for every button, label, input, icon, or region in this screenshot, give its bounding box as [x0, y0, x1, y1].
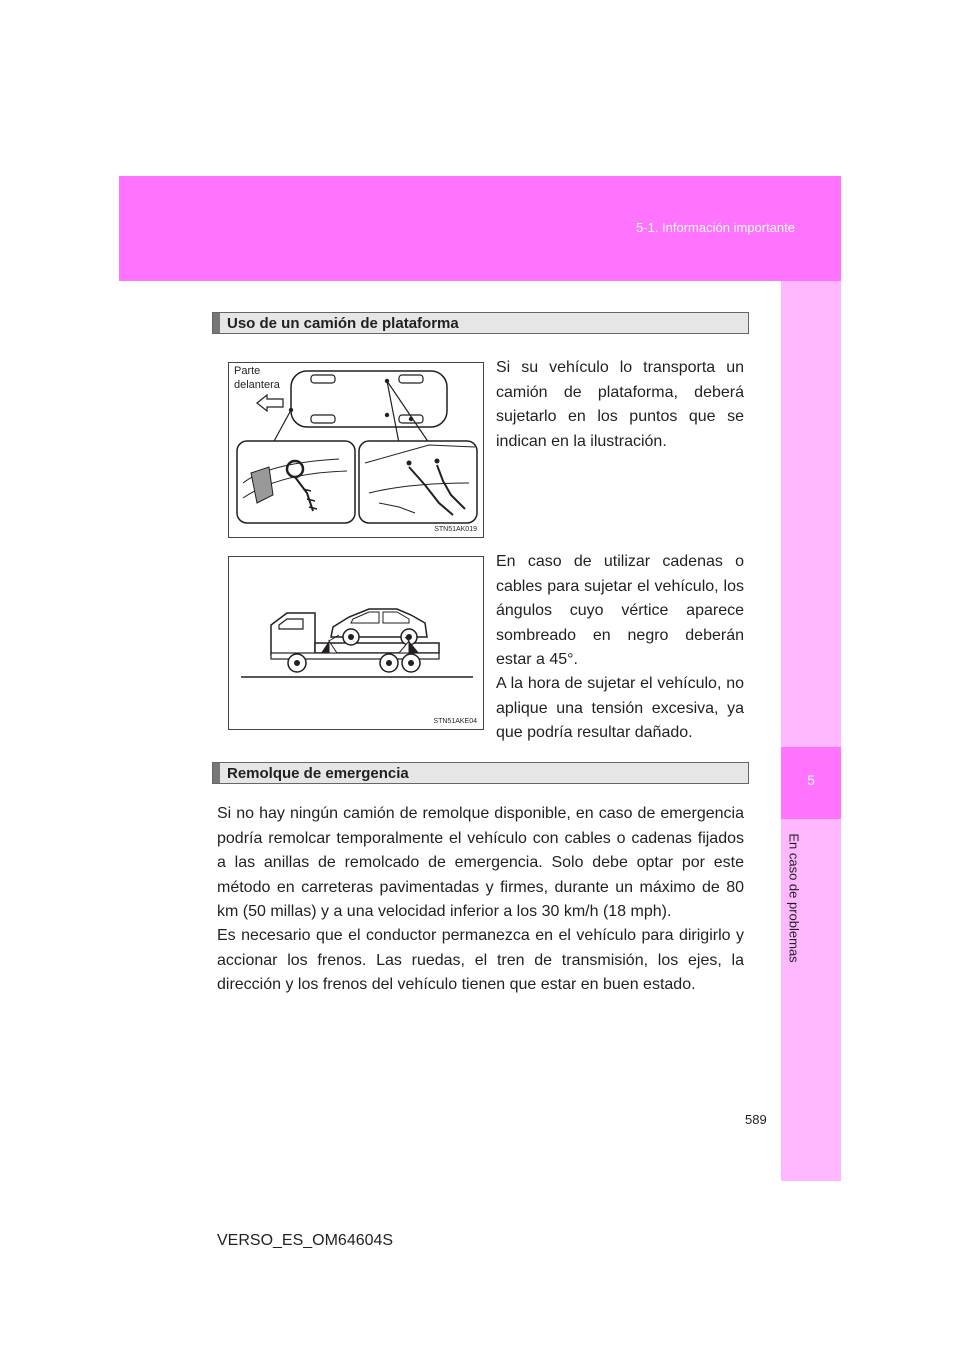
page-number: 589 — [745, 1112, 767, 1127]
header-section-title: 5-1. Información importante — [636, 220, 795, 235]
heading-bar — [213, 763, 220, 783]
section-heading-text: Uso de un camión de plataforma — [227, 315, 459, 332]
towing-paragraph-1: Si no hay ningún camión de remolque disponible, en caso de emergencia podría remolcar temporalmente el vehículo con cables o cadenas fijados a las anillas de remolcado de emergencia. Solo debe optar por este método en carreteras pavimentadas y firmes, durante un máximo de 80 km (50 millas) y a una velocidad inferior a los 30 km/h (18 mph). — [217, 805, 744, 920]
chapter-label: En caso de problemas — [786, 833, 802, 963]
section-heading-text: Remolque de emergencia — [227, 765, 409, 782]
front-label-line2: delantera — [234, 379, 280, 391]
chapter-number: 5 — [807, 772, 815, 788]
chapter-label-container — [783, 826, 805, 976]
heading-bar — [213, 313, 220, 333]
figure-code: STN51AKE04 — [433, 718, 477, 725]
flatbed-paragraph-3: A la hora de sujetar el vehículo, no aplique una tensión excesiva, ya que podría resultar dañado. — [496, 675, 744, 741]
section-heading-emergency-towing — [212, 762, 749, 784]
flatbed-paragraph-1: Si su vehículo lo transporta un camión de plataforma, deberá sujetarlo en los puntos que se indican en la ilustración. — [496, 359, 744, 450]
figure-tie-down-points — [228, 362, 484, 538]
header-band — [119, 176, 841, 281]
towing-paragraph-2: Es necesario que el conductor permanezca en el vehículo para dirigirlo y accionar los frenos. Las ruedas, el tren de transmisión, los ejes, la dirección y los frenos del vehículo tienen que estar en buen estado. — [217, 927, 744, 993]
flatbed-paragraph-2: En caso de utilizar cadenas o cables para sujetar el vehículo, los ángulos cuyo vértice aparece sombreado en negro deberán estar a 45°. — [496, 553, 744, 668]
rear-hook-detail-icon — [359, 441, 477, 523]
side-tab-chapter — [781, 747, 841, 819]
car-side-view-icon — [331, 609, 427, 645]
figure-flatbed-truck — [228, 556, 484, 730]
front-label-line1: Parte — [234, 365, 261, 377]
car-top-view-icon — [289, 371, 447, 427]
side-tab — [781, 281, 841, 1181]
flatbed-illustration — [229, 557, 483, 729]
section-heading-flatbed — [212, 312, 749, 334]
document-code: VERSO_ES_OM64604S — [217, 1232, 394, 1249]
tie-down-illustration — [229, 363, 483, 537]
front-hook-detail-icon — [237, 441, 355, 523]
figure-code: STN51AK019 — [434, 526, 477, 533]
front-arrow-icon — [257, 395, 283, 411]
